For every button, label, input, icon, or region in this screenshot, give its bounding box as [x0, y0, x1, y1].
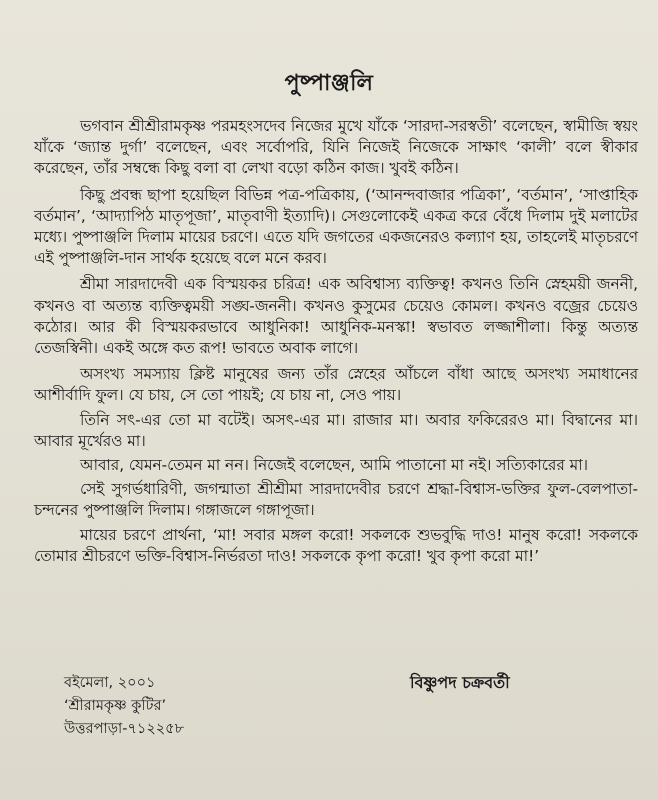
- publication-info: [64, 672, 184, 741]
- publication-date: বইমেলা, ২০০১: [64, 675, 156, 691]
- paragraph-4: অসংখ্য সমস্যায় ক্লিষ্ট মানুষের জন্য তাঁর স্নেহের আঁচলে বাঁধা আছে অসংখ্য সমাধানের আশীর্বাদি ফুল। যে চায়, সে তো পায়ই; যে চায় না, সেও পায়।: [34, 365, 638, 405]
- page-title: পুষ্পাঞ্জলি: [284, 71, 374, 96]
- paragraph-1: ভগবান শ্রীশ্রীরামকৃষ্ণ পরমহংসদেব নিজের মুখে যাঁকে ‘সারদা-সরস্বতী’ বলেছেন, স্বামীজি স্বয়ং যাঁকে ‘জ্যান্ত দুর্গা’ বলেছেন, এবং সর্বোপরি, যিনি নিজেই নিজেকে সাক্ষাৎ ‘কালী’ বলে স্বীকার করেছেন, তাঁর সম্বন্ধে কিছু বলা বা লেখা বড়ো কঠিন কাজ। খুবই কঠিন।: [34, 117, 638, 178]
- paragraph-2: কিছু প্রবন্ধ ছাপা হয়েছিল বিভিন্ন পত্র-পত্রিকায়, (‘আনন্দবাজার পত্রিকা’, ‘বর্তমান’, ‘সাপ্তাহিক বর্তমান’, ‘আদ্যাপিঠ মাতৃপূজা’, মাতৃবাণী ইত্যাদি)। সেগুলোকেই একত্র করে বেঁধে দিলাম দুই মলাটের মধ্যে। পুষ্পাঞ্জলি দিলাম মায়ের চরণে। এতে যদি জগতের একজনেরও কল্যাণ হয়, তাহলেই মাতৃচরণে এই পুষ্পাঞ্জলি-দান সার্থক হয়েছে বলে মনে করব।: [34, 185, 638, 268]
- paragraph-6: আবার, যেমন-তেমন মা নন। নিজেই বলেছেন, আমি পাতানো মা নই। সত্যিকারের মা।: [80, 456, 589, 475]
- preface-body: [34, 116, 638, 567]
- publisher-name: ‘শ্রীরামকৃষ্ণ কুটির’: [64, 698, 167, 714]
- paragraph-7: সেই সুগর্ভধারিণী, জগন্মাতা শ্রীশ্রীমা সারদাদেবীর চরণে শ্রদ্ধা-বিশ্বাস-ভক্তির ফুল-বেলপাতা-চন্দনের পুষ্পাঞ্জলি দিলাম। গঙ্গাজলে গঙ্গাপূজা।: [34, 480, 638, 520]
- paragraph-8: মায়ের চরণে প্রার্থনা, ‘মা! সবার মঙ্গল করো! সকলকে শুভবুদ্ধি দাও! মানুষ করো! সকলকে তোমার শ্রীচরণে ভক্তি-বিশ্বাস-নির্ভরতা দাও! সকলকে কৃপা করো! খুব কৃপা করো মা!’: [34, 525, 638, 565]
- author-signature: বিষ্ণুপদ চক্রবর্তী: [410, 673, 510, 692]
- publisher-address: উত্তরপাড়া-৭১২২৫৮: [64, 721, 184, 737]
- paragraph-5: তিনি সৎ-এর তো মা বটেই। অসৎ-এর মা। রাজার মা। অবার ফকিরেরও মা। বিদ্বানের মা। আবার মূর্খেরও মা।: [34, 410, 638, 450]
- paragraph-3: শ্রীমা সারদাদেবী এক বিস্ময়কর চরিত্র! এক অবিশ্বাস্য ব্যক্তিত্ব! কখনও তিনি স্নেহময়ী জননী, কখনও বা অত্যন্ত ব্যক্তিত্বময়ী সঙ্ঘ-জননী। কখনও কুসুমের চেয়েও কোমল। কখনও বজ্রের চেয়েও কঠোর। আর কী বিস্ময়করভাবে আধুনিকা! আধুনিক-মনস্কা! স্বভাবত লজ্জাশীলা। কিন্তু অত্যন্ত তেজস্বিনী। একই অঙ্গে কত রূপ! ভাবতে অবাক লাগে।: [34, 275, 638, 358]
